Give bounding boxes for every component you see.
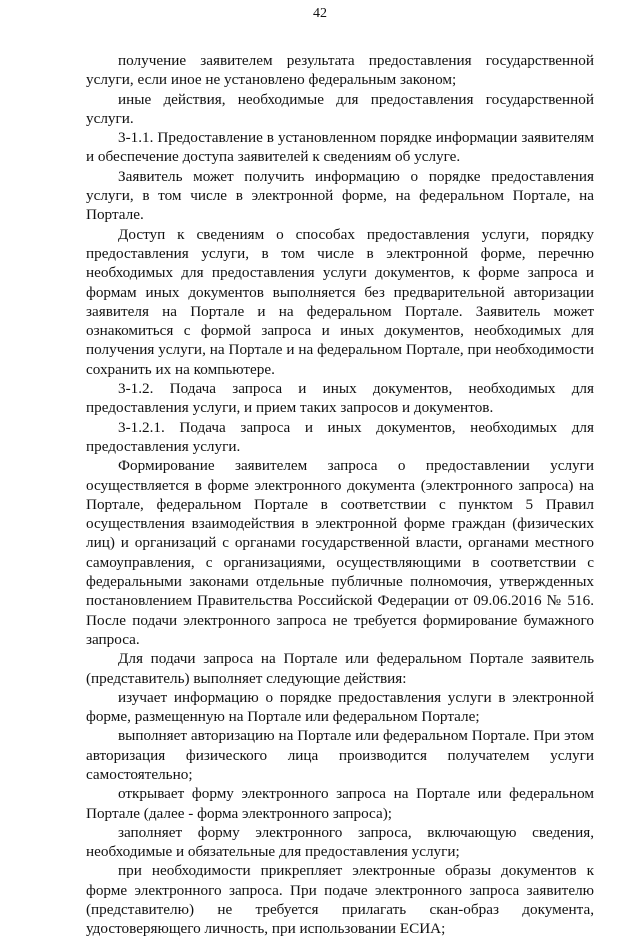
paragraph-request-formation: Формирование заявителем запроса о предоставлении услуги осуществляется в форме электронного документа (электронного запроса) на Портале, федеральном Портале в соответствии с пунктом 5 Правил осуществления взаимодействия в электронной форме граждан (физических лиц) и организаций с органами государственной власти, органами местного самоуправления, с организациями, осуществляющими в соответствии с федеральными законами отдельные публичные полномочия, утвержденных постановлением Правительства Российской Федерации от 09.06.2016 № 516. После подачи электронного запроса не требуется формирование бумажного запроса. — [86, 457, 594, 648]
paragraph-result-receipt: получение заявителем результата предоставления государственной услуги, если иное не установлено федеральным законом; — [86, 52, 594, 89]
paragraph-info-access: Заявитель может получить информацию о порядке предоставления услуги, в том числе в электронной форме, на федеральном Портале, на Портале. — [86, 167, 594, 224]
paragraph-3-1-2: 3-1.2. Подача запроса и иных документов, необходимых для предоставления услуги, и прием таких запросов и документов. — [86, 380, 594, 417]
list-item-authorization: выполняет авторизацию на Портале или федеральном Портале. При этом авторизация физического лица производится получателем услуги самостоятельно; — [86, 727, 594, 783]
paragraph-access-to-info: Доступ к сведениям о способах предоставления услуги, порядку предоставления услуги, в том числе в электронной форме, перечню необходимых для предоставления услуги документов, к форме запроса и формам иных документов выполняется без предварительной авторизации заявителя на Портале и на федеральном Портале. Заявитель может ознакомиться с формой запроса и иных документов, необходимых для получения услуги, на Портале и на федеральном Портале, при необходимости сохранить их на компьютере. — [86, 225, 594, 378]
page-number: 42 — [313, 6, 327, 21]
paragraph-submission-steps: Для подачи запроса на Портале или федеральном Портале заявитель (представитель) выполняет следующие действия: — [86, 650, 594, 687]
list-item-attach-documents: при необходимости прикрепляет электронные образы документов к форме электронного запроса. При подаче электронного запроса заявителю (представителю) не требуется прилагать скан-образ документа, удостоверяющего личность, при использовании ЕСИА; — [86, 862, 594, 938]
document-body — [86, 51, 594, 939]
list-item-fill-form: заполняет форму электронного запроса, включающую сведения, необходимые и обязательные для предоставления услуги; — [86, 823, 594, 861]
paragraph-3-1-2-1: 3-1.2.1. Подача запроса и иных документов, необходимых для предоставления услуги. — [86, 418, 594, 455]
paragraph-other-actions: иные действия, необходимые для предоставления государственной услуги. — [86, 90, 594, 127]
list-item-open-form: открывает форму электронного запроса на Портале или федеральном Портале (далее - форма электронного запроса); — [86, 785, 594, 822]
list-item-study-info: изучает информацию о порядке предоставления услуги в электронной форме, размещенную на Портале или федеральном Портале; — [86, 688, 594, 726]
paragraph-3-1-1: 3-1.1. Предоставление в установленном порядке информации заявителям и обеспечение доступа заявителей к сведениям об услуге. — [86, 129, 594, 166]
